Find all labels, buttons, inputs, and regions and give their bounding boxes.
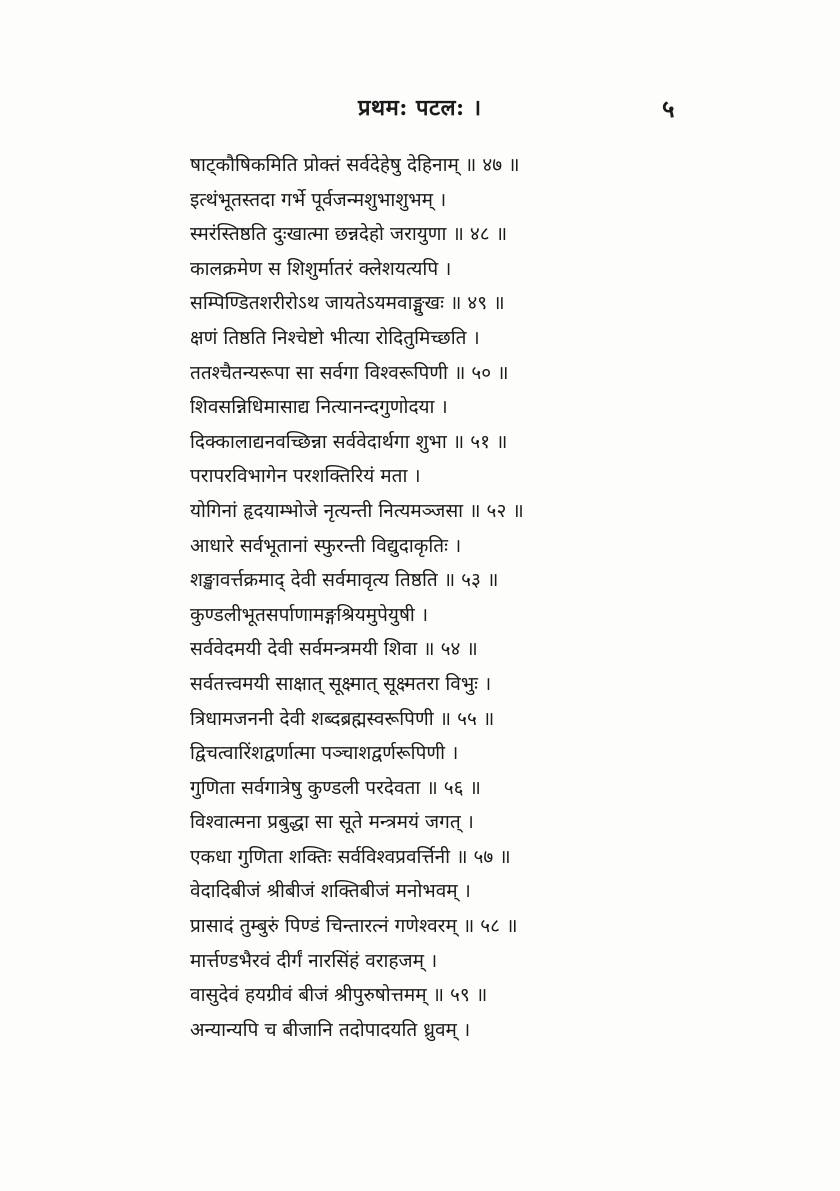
verse-line: स्मरंस्तिष्ठति दुःखात्मा छन्नदेहो जरायुणा ॥ ४८ ॥ (190, 223, 508, 246)
verse-line: मार्त्तण्डभैरवं दीर्गं नारसिंहं वराहजम् । (190, 949, 438, 972)
verse-line: आधारे सर्वभूतानां स्फुरन्ती विद्युदाकृतिः । (190, 534, 462, 557)
verse-block (190, 148, 650, 1047)
verse-line: षाट्कौषिकमिति प्रोक्तं सर्वदेहेषु देहिनाम् ॥ ४७ ॥ (190, 154, 520, 176)
verse-line: वेदादिबीजं श्रीबीजं शक्तिबीजं मनोभवम् । (190, 880, 471, 903)
verse-line: शिवसन्निधिमासाद्य नित्यानन्दगुणोदया । (190, 396, 448, 419)
verse-line: परापरविभागेन परशक्तिरियं मता । (190, 465, 421, 488)
verse-line: क्षणं तिष्ठति निश्चेष्टो भीत्या रोदितुमिच्छति । (190, 326, 480, 349)
verse-line: योगिनां हृदयाम्भोजे नृत्यन्ती नित्यमञ्जसा ॥ ५२ ॥ (190, 499, 524, 522)
verse-line: द्विचत्वारिंशद्वर्णात्मा पञ्चाशद्वर्णरूपिणी । (190, 742, 459, 765)
verse-line: त्रिधामजननी देवी शब्दब्रह्मस्वरूपिणी ॥ ५५ ॥ (190, 707, 495, 730)
verse-line: सर्वतत्त्वमयी साक्षात् सूक्ष्मात् सूक्ष्मतरा विभुः । (190, 672, 492, 695)
verse-line: विश्वात्मना प्रबुद्धा सा सूते मन्त्रमयं जगत् । (190, 811, 474, 834)
verse-line: गुणिता सर्वगात्रेषु कुण्डली परदेवता ॥ ५६ ॥ (190, 776, 481, 799)
verse-line: सर्ववेदमयी देवी सर्वमन्त्रमयी शिवा ॥ ५४ ॥ (190, 638, 478, 661)
verse-line: अन्यान्यपि च बीजानि तदोपादयति ध्रुवम् । (190, 1018, 471, 1041)
verse-line: प्रासादं तुम्बुरुं पिण्डं चिन्तारत्नं गणेश्वरम् ॥ ५८ ॥ (190, 915, 518, 938)
verse-line: शङ्खावर्त्तक्रमाद् देवी सर्वमावृत्य तिष्ठति ॥ ५३ ॥ (190, 569, 499, 592)
verse-line: कुण्डलीभूतसर्पाणामङ्गश्रियमुपेयुषी । (190, 603, 429, 626)
verse-line: ततश्चैतन्यरूपा सा सर्वगा विश्वरूपिणी ॥ ५० ॥ (190, 361, 509, 384)
verse-line: दिक्कालाद्यनवच्छिन्ना सर्ववेदार्थगा शुभा ॥ ५१ ॥ (190, 430, 508, 453)
verse-line: कालक्रमेण स शिशुर्मातरं क्लेशयत्यपि । (190, 257, 452, 280)
page-header (0, 92, 840, 132)
verse-line: वासुदेवं हयग्रीवं बीजं श्रीपुरुषोत्तमम् ॥ ५९ ॥ (190, 984, 488, 1007)
verse-line: इत्थंभूतस्तदा गर्भे पूर्वजन्मशुभाशुभम् । (190, 188, 447, 211)
page-number: ५ (662, 94, 675, 123)
running-title: प्रथम: पटल: । (358, 95, 482, 121)
verse-line: सम्पिण्डितशरीरोऽथ जायतेऽयमवाङ्मुखः ॥ ४९ ॥ (190, 292, 505, 315)
verse-line: एकधा गुणिता शक्तिः सर्वविश्वप्रवर्त्तिनी ॥ ५७ ॥ (190, 845, 511, 868)
